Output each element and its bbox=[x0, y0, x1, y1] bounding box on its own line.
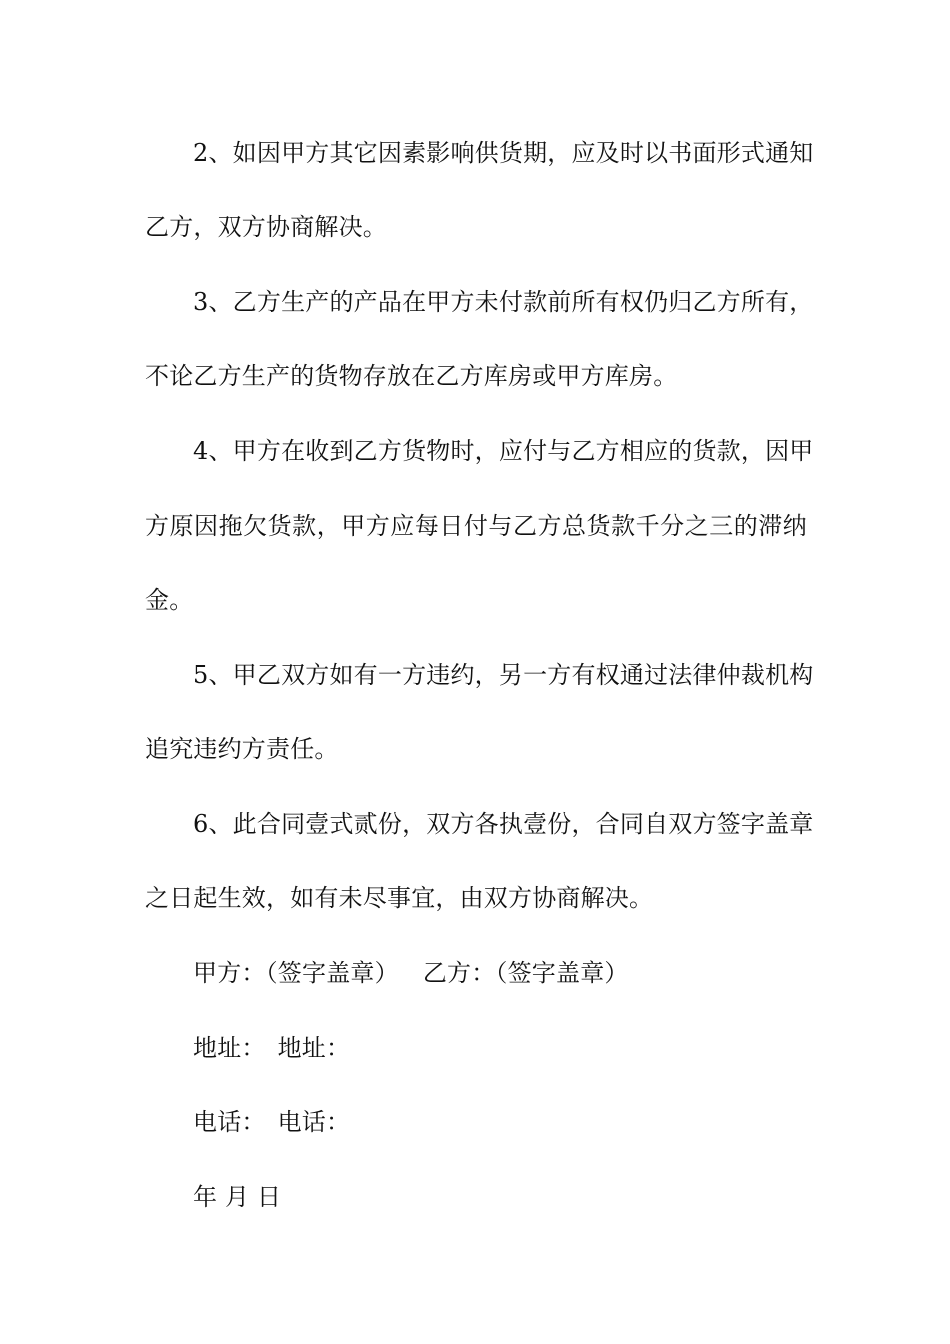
party-a-address-label: 地址： bbox=[193, 1034, 266, 1062]
clause-5-line-2: 追究违约方责任。 bbox=[145, 735, 339, 763]
party-b-phone-label: 电话： bbox=[277, 1108, 351, 1136]
clause-2-line-2: 乙方，双方协商解决。 bbox=[145, 213, 387, 241]
clause-3-line-2: 不论乙方生产的货物存放在乙方库房或甲方库房。 bbox=[145, 362, 678, 390]
clause-2-line-1: 2、如因甲方其它因素影响供货期，应及时以书面形式通知 bbox=[193, 139, 814, 167]
clause-4-line-2: 方原因拖欠货款，甲方应每日付与乙方总货款千分之三的滞纳 bbox=[145, 512, 807, 540]
clause-6-line-1: 6、此合同壹式贰份，双方各执壹份，合同自双方签字盖章 bbox=[193, 810, 814, 838]
party-b-address-label: 地址： bbox=[277, 1034, 351, 1062]
clause-6-line-2: 之日起生效，如有未尽事宜，由双方协商解决。 bbox=[145, 884, 654, 912]
party-a-signature: 甲方：（签字盖章） bbox=[193, 959, 399, 987]
clause-4-line-1: 4、甲方在收到乙方货物时，应付与乙方相应的货款，因甲 bbox=[193, 437, 814, 465]
clause-4-line-3: 金。 bbox=[145, 586, 194, 614]
address-line bbox=[193, 1032, 350, 1064]
party-b-signature: 乙方：（签字盖章） bbox=[422, 959, 629, 987]
clause-5-line-1: 5、甲乙双方如有一方违约，另一方有权通过法律仲裁机构 bbox=[193, 661, 814, 689]
party-a-phone-label: 电话： bbox=[193, 1108, 266, 1136]
signature-party-line bbox=[193, 957, 629, 989]
phone-line bbox=[193, 1106, 350, 1138]
date-line: 年 月 日 bbox=[193, 1183, 282, 1211]
clause-3-line-1: 3、乙方生产的产品在甲方未付款前所有权仍归乙方所有， bbox=[193, 288, 814, 316]
